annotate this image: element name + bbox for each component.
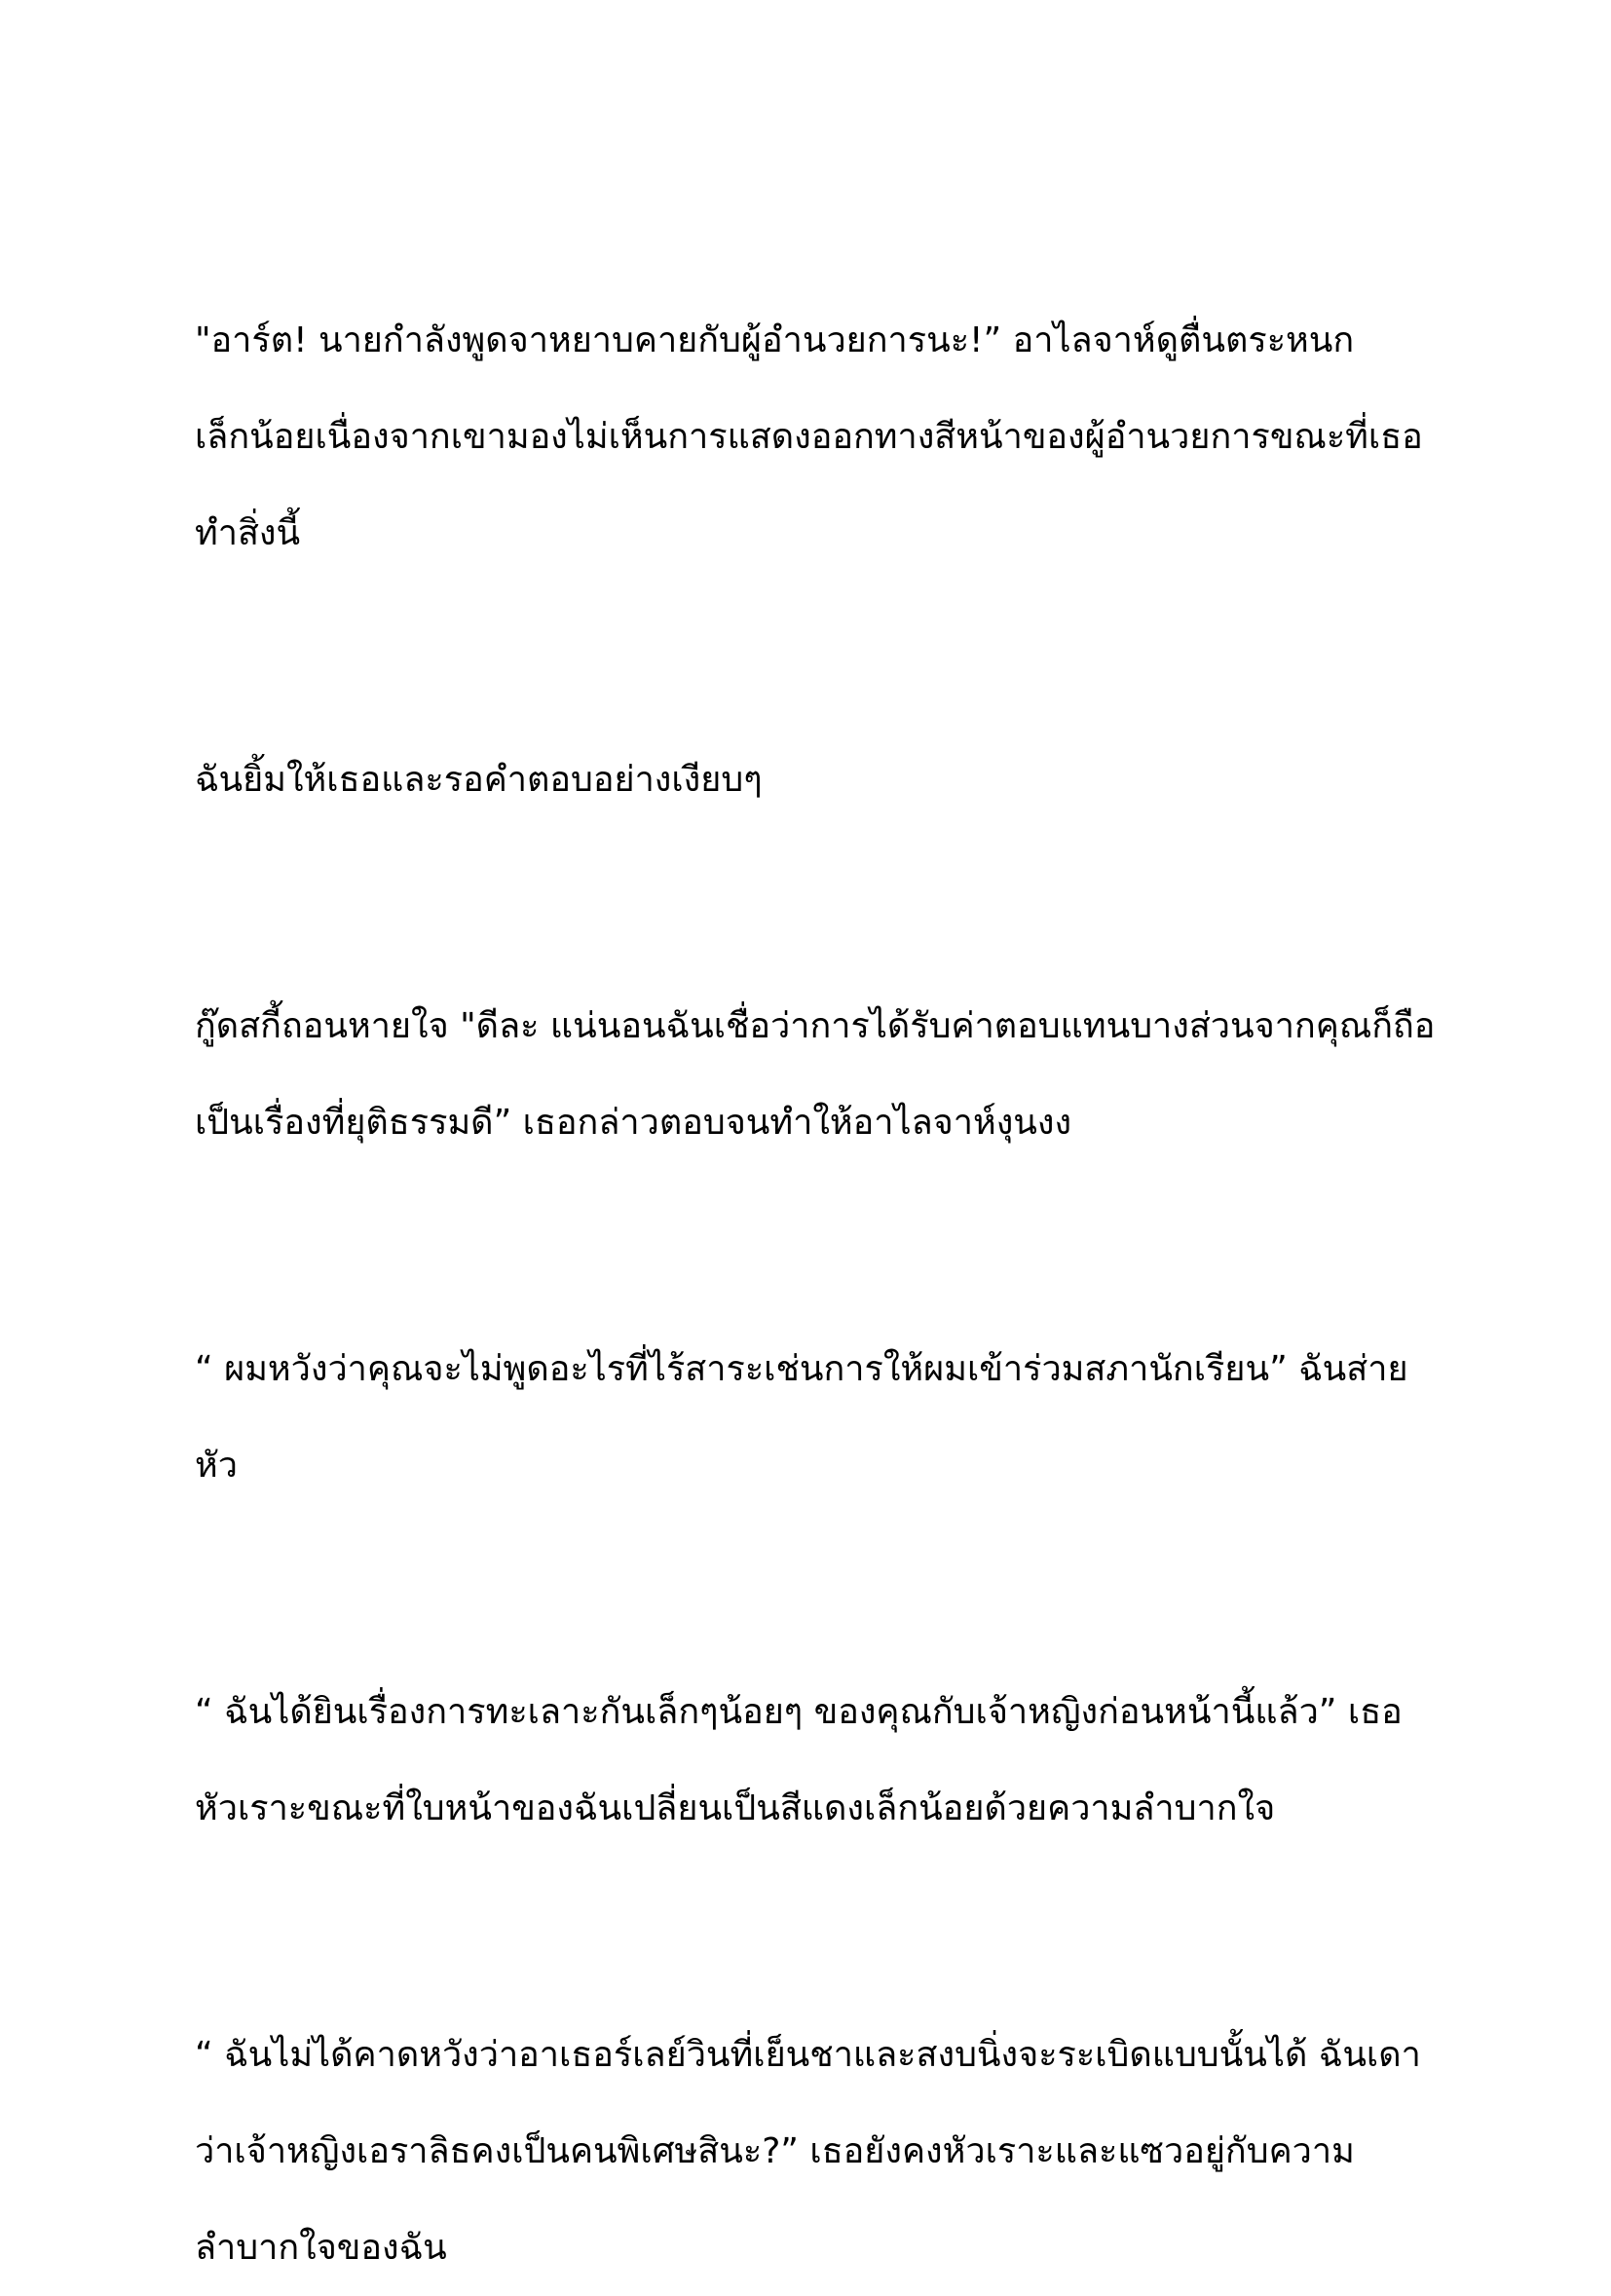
text-body xyxy=(195,292,1436,2296)
paragraph-line: เล็กน้อยเนื่องจากเขามองไม่เห็นการแสดงออกทางสีหน้าของผู้อำนวยการขณะที่เธอ xyxy=(195,417,1423,457)
paragraph-line: ฉันยิ้มให้เธอและรอคำตอบอย่างเงียบๆ xyxy=(195,760,763,800)
paragraph-line: “ ผมหวังว่าคุณจะไม่พูดอะไรที่ไร้สาระเช่นการให้ผมเข้าร่วมสภานักเรียน” ฉันส่าย xyxy=(195,1349,1408,1389)
paragraph-line: หัวเราะขณะที่ใบหน้าของฉันเปลี่ยนเป็นสีแดงเล็กน้อยด้วยความลำบากใจ xyxy=(195,1788,1276,1828)
paragraph-line: หัว xyxy=(195,1446,238,1486)
paragraph-line: ทำสิ่งนี้ xyxy=(195,513,301,553)
paragraph-line: ลำบากใจของฉัน xyxy=(195,2228,447,2268)
paragraph-1 xyxy=(195,292,1422,582)
paragraph-line: “ ฉันได้ยินเรื่องการทะเลาะกันเล็กๆน้อยๆ ของคุณกับเจ้าหญิงก่อนหน้านี้แล้ว” เธอ xyxy=(195,1692,1403,1732)
paragraph-6 xyxy=(195,2007,1422,2296)
paragraph-line: กู๊ดสกี้ถอนหายใจ "ดีละ แน่นอนฉันเชื่อว่าการได้รับค่าตอบแทนบางส่วนจากคุณก็ถือ xyxy=(195,1006,1436,1046)
paragraph-line: เป็นเรื่องที่ยุติธรรมดี” เธอกล่าวตอบจนทำให้อาไลจาห์งุนงง xyxy=(195,1103,1072,1143)
paragraph-4 xyxy=(195,1321,1422,1514)
paragraph-2 xyxy=(195,732,1422,828)
paragraph-5 xyxy=(195,1664,1422,1857)
paragraph-3 xyxy=(195,978,1436,1171)
paragraph-line: "อาร์ต! นายกำลังพูดจาหยาบคายกับผู้อำนวยการนะ!” อาไลจาห์ดูตื่นตระหนก xyxy=(195,320,1355,360)
paragraph-line: ว่าเจ้าหญิงเอราลิธคงเป็นคนพิเศษสินะ?” เธอยังคงหัวเราะและแซวอยู่กับความ xyxy=(195,2131,1355,2171)
paragraph-line: “ ฉันไม่ได้คาดหวังว่าอาเธอร์เลย์วินที่เย็นชาและสงบนิ่งจะระเบิดแบบนั้นได้ ฉันเดา xyxy=(195,2035,1421,2075)
